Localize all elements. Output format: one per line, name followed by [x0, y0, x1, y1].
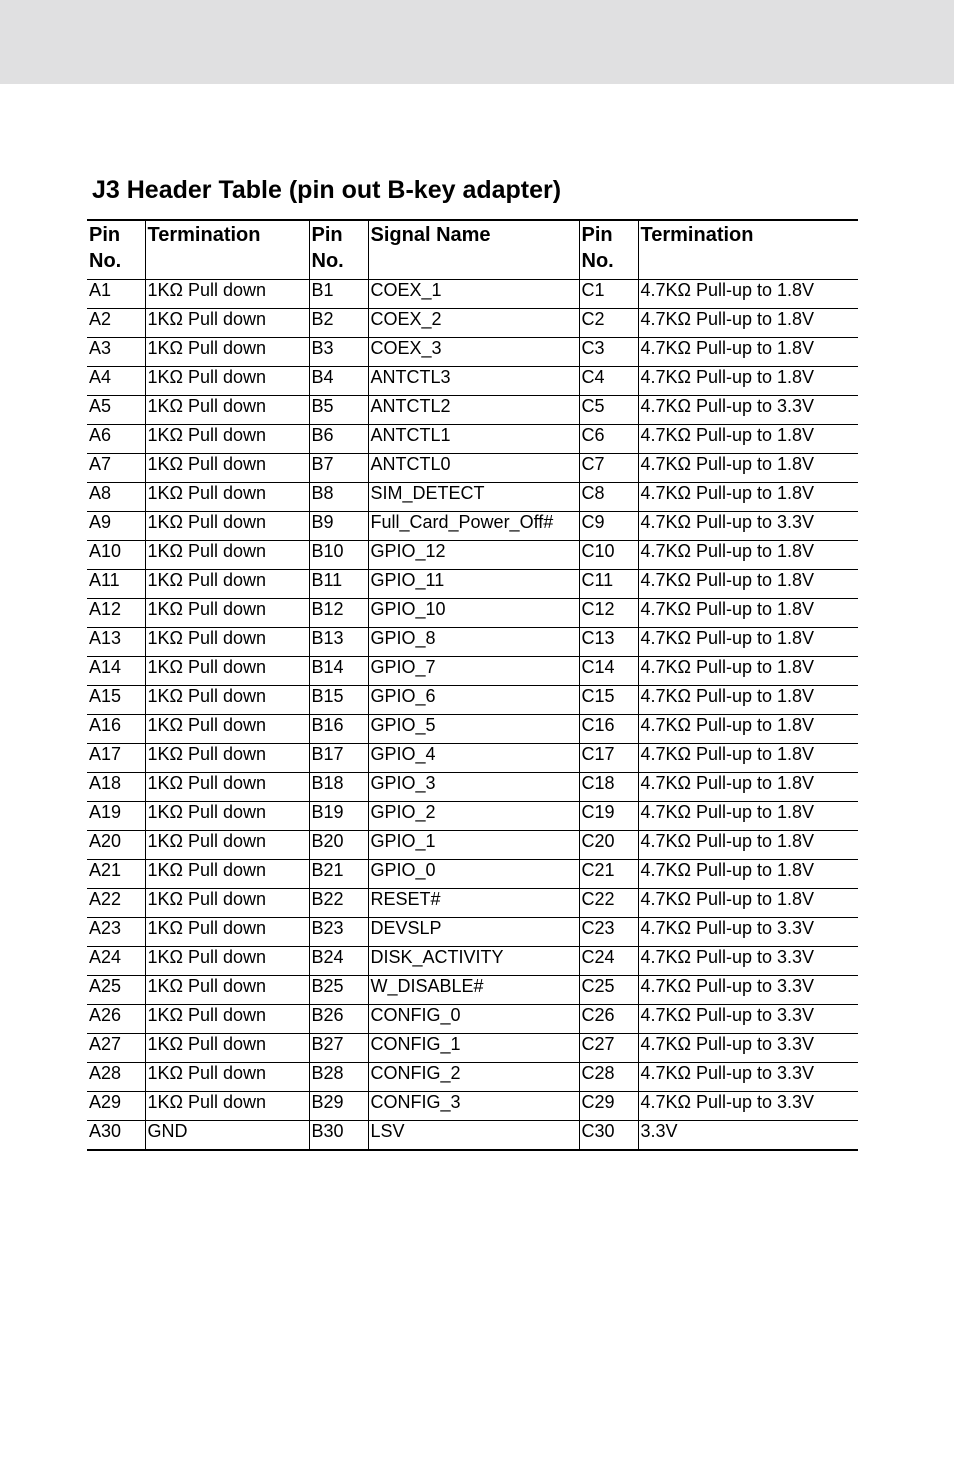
table-row [87, 396, 858, 425]
termination-c-cell: 4.7KΩ Pull-up to 1.8V [638, 454, 858, 483]
signal-name-cell: GPIO_2 [368, 802, 579, 831]
termination-c-cell: 4.7KΩ Pull-up to 3.3V [638, 947, 858, 976]
termination-c-cell: 4.7KΩ Pull-up to 1.8V [638, 367, 858, 396]
pin-b-cell: B8 [309, 483, 368, 512]
table-row [87, 715, 858, 744]
termination-c-cell: 4.7KΩ Pull-up to 3.3V [638, 512, 858, 541]
termination-a-cell: 1KΩ Pull down [145, 628, 309, 657]
termination-a-cell: 1KΩ Pull down [145, 338, 309, 367]
termination-c-cell: 4.7KΩ Pull-up to 1.8V [638, 425, 858, 454]
pin-c-cell: C5 [579, 396, 638, 425]
termination-c-cell: 4.7KΩ Pull-up to 3.3V [638, 1034, 858, 1063]
termination-c-cell: 3.3V [638, 1121, 858, 1151]
signal-name-cell: GPIO_8 [368, 628, 579, 657]
pin-b-cell: B4 [309, 367, 368, 396]
table-row [87, 512, 858, 541]
table-title: J3 Header Table (pin out B-key adapter) [92, 176, 562, 204]
termination-c-cell: 4.7KΩ Pull-up to 1.8V [638, 483, 858, 512]
termination-a-cell: 1KΩ Pull down [145, 947, 309, 976]
signal-name-cell: GPIO_4 [368, 744, 579, 773]
table-row [87, 1034, 858, 1063]
signal-name-cell: COEX_3 [368, 338, 579, 367]
termination-a-cell: 1KΩ Pull down [145, 309, 309, 338]
termination-c-cell: 4.7KΩ Pull-up to 1.8V [638, 889, 858, 918]
pin-c-cell: C8 [579, 483, 638, 512]
termination-c-cell: 4.7KΩ Pull-up to 1.8V [638, 280, 858, 309]
termination-c-cell: 4.7KΩ Pull-up to 1.8V [638, 570, 858, 599]
signal-name-cell: GPIO_3 [368, 773, 579, 802]
pin-b-cell: B7 [309, 454, 368, 483]
pin-b-cell: B16 [309, 715, 368, 744]
pin-a-cell: A8 [87, 483, 145, 512]
table-row [87, 831, 858, 860]
pin-b-cell: B17 [309, 744, 368, 773]
signal-name-cell: GPIO_12 [368, 541, 579, 570]
termination-c-cell: 4.7KΩ Pull-up to 1.8V [638, 338, 858, 367]
termination-c-cell: 4.7KΩ Pull-up to 1.8V [638, 773, 858, 802]
table-row [87, 338, 858, 367]
pin-c-cell: C1 [579, 280, 638, 309]
pin-c-cell: C3 [579, 338, 638, 367]
pin-a-cell: A3 [87, 338, 145, 367]
table-row [87, 280, 858, 309]
signal-name-cell: DEVSLP [368, 918, 579, 947]
signal-name-cell: ANTCTL1 [368, 425, 579, 454]
pin-b-cell: B28 [309, 1063, 368, 1092]
pin-a-cell: A11 [87, 570, 145, 599]
signal-name-cell: RESET# [368, 889, 579, 918]
termination-a-cell: 1KΩ Pull down [145, 860, 309, 889]
pin-a-cell: A19 [87, 802, 145, 831]
table-row [87, 889, 858, 918]
table-row [87, 570, 858, 599]
table-row [87, 947, 858, 976]
signal-name-cell: W_DISABLE# [368, 976, 579, 1005]
termination-a-cell: 1KΩ Pull down [145, 686, 309, 715]
pin-b-cell: B19 [309, 802, 368, 831]
signal-name-cell: GPIO_5 [368, 715, 579, 744]
pin-b-cell: B11 [309, 570, 368, 599]
pin-a-cell: A23 [87, 918, 145, 947]
pin-a-cell: A9 [87, 512, 145, 541]
pin-b-cell: B27 [309, 1034, 368, 1063]
pin-b-cell: B25 [309, 976, 368, 1005]
signal-name-cell: GPIO_11 [368, 570, 579, 599]
pin-c-cell: C10 [579, 541, 638, 570]
signal-name-cell: ANTCTL3 [368, 367, 579, 396]
termination-a-cell: 1KΩ Pull down [145, 773, 309, 802]
header-signal-name: Signal Name [368, 220, 579, 280]
termination-c-cell: 4.7KΩ Pull-up to 1.8V [638, 657, 858, 686]
termination-a-cell: 1KΩ Pull down [145, 1034, 309, 1063]
pin-a-cell: A24 [87, 947, 145, 976]
table-header-row [87, 220, 858, 280]
pin-c-cell: C16 [579, 715, 638, 744]
table-row [87, 744, 858, 773]
table-row [87, 454, 858, 483]
termination-a-cell: 1KΩ Pull down [145, 396, 309, 425]
pin-c-cell: C9 [579, 512, 638, 541]
termination-c-cell: 4.7KΩ Pull-up to 1.8V [638, 541, 858, 570]
termination-a-cell: 1KΩ Pull down [145, 512, 309, 541]
signal-name-cell: CONFIG_3 [368, 1092, 579, 1121]
termination-a-cell: 1KΩ Pull down [145, 744, 309, 773]
pin-b-cell: B20 [309, 831, 368, 860]
table-row [87, 860, 858, 889]
pin-c-cell: C6 [579, 425, 638, 454]
termination-c-cell: 4.7KΩ Pull-up to 1.8V [638, 831, 858, 860]
pin-b-cell: B2 [309, 309, 368, 338]
signal-name-cell: ANTCTL2 [368, 396, 579, 425]
pin-c-cell: C2 [579, 309, 638, 338]
pin-c-cell: C14 [579, 657, 638, 686]
page-header-band [0, 0, 954, 84]
termination-a-cell: GND [145, 1121, 309, 1151]
termination-a-cell: 1KΩ Pull down [145, 657, 309, 686]
termination-a-cell: 1KΩ Pull down [145, 1005, 309, 1034]
pin-c-cell: C25 [579, 976, 638, 1005]
pin-c-cell: C24 [579, 947, 638, 976]
pin-a-cell: A28 [87, 1063, 145, 1092]
table-row [87, 976, 858, 1005]
termination-a-cell: 1KΩ Pull down [145, 599, 309, 628]
pin-b-cell: B26 [309, 1005, 368, 1034]
table-row [87, 541, 858, 570]
pin-c-cell: C22 [579, 889, 638, 918]
termination-c-cell: 4.7KΩ Pull-up to 1.8V [638, 715, 858, 744]
pin-a-cell: A21 [87, 860, 145, 889]
termination-c-cell: 4.7KΩ Pull-up to 3.3V [638, 1092, 858, 1121]
termination-a-cell: 1KΩ Pull down [145, 367, 309, 396]
pin-a-cell: A4 [87, 367, 145, 396]
pin-a-cell: A29 [87, 1092, 145, 1121]
signal-name-cell: CONFIG_1 [368, 1034, 579, 1063]
pin-b-cell: B30 [309, 1121, 368, 1151]
table-row [87, 1121, 858, 1151]
pin-c-cell: C21 [579, 860, 638, 889]
pin-a-cell: A27 [87, 1034, 145, 1063]
header-pin-no-c: Pin No. [579, 220, 638, 280]
signal-name-cell: GPIO_0 [368, 860, 579, 889]
signal-name-cell: GPIO_6 [368, 686, 579, 715]
table-row [87, 1005, 858, 1034]
pin-a-cell: A20 [87, 831, 145, 860]
pin-b-cell: B15 [309, 686, 368, 715]
pin-a-cell: A25 [87, 976, 145, 1005]
pin-c-cell: C13 [579, 628, 638, 657]
pin-a-cell: A16 [87, 715, 145, 744]
pin-c-cell: C27 [579, 1034, 638, 1063]
table-row [87, 686, 858, 715]
pin-a-cell: A14 [87, 657, 145, 686]
termination-c-cell: 4.7KΩ Pull-up to 3.3V [638, 976, 858, 1005]
pin-a-cell: A22 [87, 889, 145, 918]
pin-c-cell: C15 [579, 686, 638, 715]
pin-c-cell: C12 [579, 599, 638, 628]
termination-a-cell: 1KΩ Pull down [145, 1063, 309, 1092]
pin-c-cell: C19 [579, 802, 638, 831]
signal-name-cell: CONFIG_0 [368, 1005, 579, 1034]
pinout-table [87, 219, 858, 1151]
signal-name-cell: SIM_DETECT [368, 483, 579, 512]
pin-c-cell: C17 [579, 744, 638, 773]
termination-a-cell: 1KΩ Pull down [145, 280, 309, 309]
pin-b-cell: B1 [309, 280, 368, 309]
signal-name-cell: ANTCTL0 [368, 454, 579, 483]
pin-b-cell: B24 [309, 947, 368, 976]
signal-name-cell: COEX_1 [368, 280, 579, 309]
pin-a-cell: A18 [87, 773, 145, 802]
pin-b-cell: B9 [309, 512, 368, 541]
pin-a-cell: A12 [87, 599, 145, 628]
termination-a-cell: 1KΩ Pull down [145, 483, 309, 512]
pin-b-cell: B5 [309, 396, 368, 425]
termination-a-cell: 1KΩ Pull down [145, 802, 309, 831]
termination-a-cell: 1KΩ Pull down [145, 541, 309, 570]
pin-b-cell: B23 [309, 918, 368, 947]
termination-c-cell: 4.7KΩ Pull-up to 1.8V [638, 860, 858, 889]
pin-c-cell: C28 [579, 1063, 638, 1092]
termination-a-cell: 1KΩ Pull down [145, 976, 309, 1005]
header-pin-no-b: Pin No. [309, 220, 368, 280]
pin-b-cell: B14 [309, 657, 368, 686]
termination-c-cell: 4.7KΩ Pull-up to 1.8V [638, 744, 858, 773]
pin-a-cell: A1 [87, 280, 145, 309]
signal-name-cell: GPIO_7 [368, 657, 579, 686]
table-row [87, 773, 858, 802]
table-row [87, 802, 858, 831]
pin-c-cell: C30 [579, 1121, 638, 1151]
signal-name-cell: Full_Card_Power_Off# [368, 512, 579, 541]
pin-a-cell: A30 [87, 1121, 145, 1151]
termination-c-cell: 4.7KΩ Pull-up to 1.8V [638, 309, 858, 338]
table-row [87, 367, 858, 396]
pin-a-cell: A13 [87, 628, 145, 657]
pin-b-cell: B13 [309, 628, 368, 657]
table-row [87, 425, 858, 454]
termination-a-cell: 1KΩ Pull down [145, 425, 309, 454]
termination-c-cell: 4.7KΩ Pull-up to 1.8V [638, 599, 858, 628]
header-termination-a: Termination [145, 220, 309, 280]
table-row [87, 1092, 858, 1121]
pin-c-cell: C7 [579, 454, 638, 483]
termination-c-cell: 4.7KΩ Pull-up to 1.8V [638, 686, 858, 715]
termination-c-cell: 4.7KΩ Pull-up to 3.3V [638, 918, 858, 947]
pin-c-cell: C29 [579, 1092, 638, 1121]
pin-b-cell: B21 [309, 860, 368, 889]
termination-a-cell: 1KΩ Pull down [145, 570, 309, 599]
pin-a-cell: A5 [87, 396, 145, 425]
pin-b-cell: B10 [309, 541, 368, 570]
termination-c-cell: 4.7KΩ Pull-up to 3.3V [638, 1063, 858, 1092]
termination-c-cell: 4.7KΩ Pull-up to 1.8V [638, 802, 858, 831]
pin-a-cell: A15 [87, 686, 145, 715]
termination-a-cell: 1KΩ Pull down [145, 831, 309, 860]
table-row [87, 1063, 858, 1092]
pin-c-cell: C26 [579, 1005, 638, 1034]
pin-b-cell: B3 [309, 338, 368, 367]
termination-c-cell: 4.7KΩ Pull-up to 1.8V [638, 628, 858, 657]
table-row [87, 599, 858, 628]
pin-b-cell: B6 [309, 425, 368, 454]
pin-a-cell: A26 [87, 1005, 145, 1034]
pin-a-cell: A2 [87, 309, 145, 338]
termination-a-cell: 1KΩ Pull down [145, 889, 309, 918]
table-row [87, 657, 858, 686]
termination-a-cell: 1KΩ Pull down [145, 715, 309, 744]
signal-name-cell: GPIO_10 [368, 599, 579, 628]
pin-c-cell: C20 [579, 831, 638, 860]
termination-c-cell: 4.7KΩ Pull-up to 3.3V [638, 396, 858, 425]
header-termination-c: Termination [638, 220, 858, 280]
pin-c-cell: C18 [579, 773, 638, 802]
signal-name-cell: COEX_2 [368, 309, 579, 338]
pin-c-cell: C23 [579, 918, 638, 947]
signal-name-cell: GPIO_1 [368, 831, 579, 860]
pin-a-cell: A17 [87, 744, 145, 773]
table-row [87, 309, 858, 338]
signal-name-cell: CONFIG_2 [368, 1063, 579, 1092]
header-pin-no-a: Pin No. [87, 220, 145, 280]
table-row [87, 483, 858, 512]
table-body [87, 280, 858, 1151]
pin-c-cell: C11 [579, 570, 638, 599]
pin-a-cell: A10 [87, 541, 145, 570]
termination-a-cell: 1KΩ Pull down [145, 918, 309, 947]
pin-b-cell: B12 [309, 599, 368, 628]
signal-name-cell: DISK_ACTIVITY [368, 947, 579, 976]
pin-b-cell: B18 [309, 773, 368, 802]
pin-c-cell: C4 [579, 367, 638, 396]
termination-a-cell: 1KΩ Pull down [145, 454, 309, 483]
pin-b-cell: B22 [309, 889, 368, 918]
termination-a-cell: 1KΩ Pull down [145, 1092, 309, 1121]
table-row [87, 918, 858, 947]
termination-c-cell: 4.7KΩ Pull-up to 3.3V [638, 1005, 858, 1034]
pin-a-cell: A6 [87, 425, 145, 454]
pin-b-cell: B29 [309, 1092, 368, 1121]
pin-a-cell: A7 [87, 454, 145, 483]
signal-name-cell: LSV [368, 1121, 579, 1151]
table-row [87, 628, 858, 657]
